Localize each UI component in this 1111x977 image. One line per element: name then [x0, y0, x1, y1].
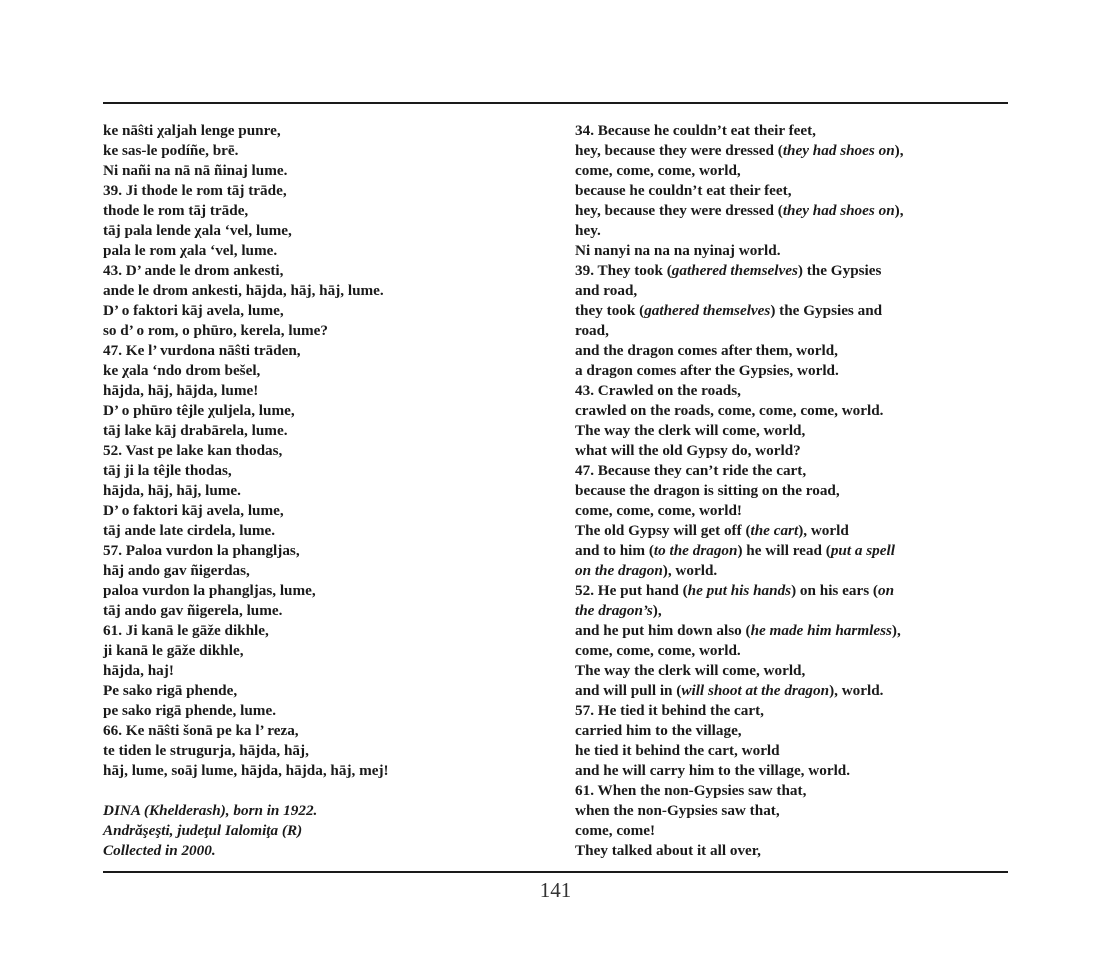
line-text: when the non-Gypsies saw that, [575, 802, 780, 819]
line-text: ), [891, 622, 901, 639]
verse-line: ji kanā le gāže dikhle, [103, 642, 244, 659]
line-text: they took ( [575, 302, 645, 319]
translation-line [575, 681, 1015, 701]
verse-line: tāj ande late cirdela, lume. [103, 522, 276, 539]
translation-line [575, 221, 1015, 241]
line-text: hey. [575, 222, 601, 239]
bottom-rule [103, 871, 1008, 873]
top-rule [103, 102, 1008, 104]
line-text: and he put him down also ( [575, 622, 751, 639]
line-text: ), [894, 142, 904, 159]
gloss-text: he put his hands [687, 582, 792, 599]
line-text: and road, [575, 282, 638, 299]
translation-line [575, 181, 1015, 201]
line-text: 57. He tied it behind the cart, [575, 702, 764, 719]
verse-line: 52. Vast pe lake kan thodas, [103, 442, 283, 459]
verse-line: thode le rom tāj trāde, [103, 202, 249, 219]
verse-line: ke sas-le podíñe, brē. [103, 142, 239, 159]
line-text: and will pull in ( [575, 682, 682, 699]
verse-line: hājda, hāj, hāj, lume. [103, 482, 241, 499]
verse-line: tāj lake kāj drabārela, lume. [103, 422, 288, 439]
verse-line: ke nāŝti χaljah lenge punre, [103, 122, 281, 139]
gloss-text: on the dragon [575, 562, 663, 579]
verse-line: tāj ando gav ñigerela, lume. [103, 602, 283, 619]
verse-line: D’ o faktori kāj avela, lume, [103, 502, 284, 519]
line-text: ) he will read ( [737, 542, 831, 559]
translation-line [575, 621, 1015, 641]
line-text: ), [652, 602, 662, 619]
translation-line [575, 841, 1015, 861]
line-text: ), world. [662, 562, 718, 579]
page-number: 141 [539, 878, 572, 902]
verse-line: 61. Ji kanā le gāže dikhle, [103, 622, 269, 639]
verse-line: 66. Ke nāŝti šonā pe ka l’ reza, [103, 722, 299, 739]
verse-line: paloa vurdon la phangljas, lume, [103, 582, 316, 599]
line-text: 43. Crawled on the roads, [575, 382, 741, 399]
translation-line [575, 661, 1015, 681]
gloss-text: they had shoes on [782, 202, 895, 219]
line-text: The way the clerk will come, world, [575, 662, 806, 679]
line-text: because the dragon is sitting on the road, [575, 482, 840, 499]
translation-line [575, 321, 1015, 341]
translation-line [575, 121, 1015, 141]
verse-line: Ni nañi na nā nā ñinaj lume. [103, 162, 288, 179]
translation-line [575, 141, 1015, 161]
verse-line: 39. Ji thode le rom tāj trāde, [103, 182, 287, 199]
translation-line [575, 301, 1015, 321]
gloss-text: on [877, 582, 895, 599]
line-text: and the dragon comes after them, world, [575, 342, 838, 359]
translation-line [575, 821, 1015, 841]
line-text: hey, because they were dressed ( [575, 142, 783, 159]
line-text: ), world [798, 522, 849, 539]
translation-line [575, 441, 1015, 461]
translation-line [575, 721, 1015, 741]
gloss-text: the cart [750, 522, 799, 539]
translation-line [575, 461, 1015, 481]
spacer [103, 781, 543, 801]
translation-line [575, 261, 1015, 281]
translation-line [575, 701, 1015, 721]
verse-line: tāj pala lende χala ‘vel, lume, [103, 222, 292, 239]
source-note: DINA (Khelderash), born in 1922. [103, 802, 318, 819]
line-text: ) the Gypsies and [770, 302, 883, 319]
line-text: and he will carry him to the village, world. [575, 762, 851, 779]
line-text: what will the old Gypsy do, world? [575, 442, 801, 459]
line-text: crawled on the roads, come, come, come, world. [575, 402, 884, 419]
line-text: Ni nanyi na na na nyinaj world. [575, 242, 781, 259]
line-text: The way the clerk will come, world, [575, 422, 806, 439]
gloss-text: they had shoes on [782, 142, 895, 159]
source-note: Collected in 2000. [103, 842, 216, 859]
line-text: 52. He put hand ( [575, 582, 688, 599]
translation-line [575, 381, 1015, 401]
gloss-text: gathered themselves [671, 262, 798, 279]
line-text: come, come, come, world! [575, 502, 742, 519]
line-text: and to him ( [575, 542, 654, 559]
gloss-text: he made him harmless [750, 622, 892, 639]
verse-line: tāj ji la têjle thodas, [103, 462, 232, 479]
verse-line: D’ o phūro têjle χuljela, lume, [103, 402, 295, 419]
english-translation-column [575, 121, 1015, 861]
translation-line [575, 541, 1015, 561]
translation-line [575, 361, 1015, 381]
translation-line [575, 201, 1015, 221]
translation-line [575, 161, 1015, 181]
verse-line: hājda, haj! [103, 662, 174, 679]
line-text: 34. Because he couldn’t eat their feet, [575, 122, 816, 139]
line-text: ), [894, 202, 904, 219]
verse-line: so d’ o rom, o phūro, kerela, lume? [103, 322, 329, 339]
translation-line [575, 741, 1015, 761]
source-note: Andrăşeşti, judeţul Ialomiţa (R) [103, 822, 303, 839]
verse-line: 43. D’ ande le drom ankesti, [103, 262, 284, 279]
line-text: They talked about it all over, [575, 842, 761, 859]
line-text: come, come, come, world. [575, 642, 741, 659]
translation-line [575, 781, 1015, 801]
verse-line: pala le rom χala ‘vel, lume. [103, 242, 278, 259]
translation-line [575, 401, 1015, 421]
line-text: ), world. [829, 682, 884, 699]
translation-line [575, 601, 1015, 621]
translation-line [575, 761, 1015, 781]
verse-line: hāj, lume, soāj lume, hājda, hājda, hāj, mej! [103, 762, 389, 779]
translation-line [575, 341, 1015, 361]
verse-line: Pe sako rigā phende, [103, 682, 238, 699]
line-text: 39. They took ( [575, 262, 672, 279]
gloss-text: put a spell [830, 542, 895, 559]
line-text: 47. Because they can’t ride the cart, [575, 462, 807, 479]
line-text: The old Gypsy will get off ( [575, 522, 751, 539]
verse-line: hāj ando gav ñigerdas, [103, 562, 250, 579]
translation-line [575, 561, 1015, 581]
line-text: come, come, come, world, [575, 162, 741, 179]
translation-line [575, 641, 1015, 661]
line-text: ) the Gypsies [797, 262, 882, 279]
translation-line [575, 481, 1015, 501]
verse-line: pe sako rigā phende, lume. [103, 702, 276, 719]
line-text: ) on his ears ( [791, 582, 878, 599]
line-text: hey, because they were dressed ( [575, 202, 783, 219]
line-text: carried him to the village, [575, 722, 742, 739]
line-text: 61. When the non-Gypsies saw that, [575, 782, 807, 799]
translation-line [575, 421, 1015, 441]
line-text: he tied it behind the cart, world [575, 742, 780, 759]
romani-text-column [103, 121, 543, 861]
gloss-text: will shoot at the dragon [681, 682, 830, 699]
verse-line: te tiden le strugurja, hājda, hāj, [103, 742, 309, 759]
verse-line: hājda, hāj, hājda, lume! [103, 382, 259, 399]
translation-line [575, 501, 1015, 521]
verse-line: 57. Paloa vurdon la phangljas, [103, 542, 300, 559]
line-text: because he couldn’t eat their feet, [575, 182, 792, 199]
translation-line [575, 801, 1015, 821]
gloss-text: the dragon’s [575, 602, 653, 619]
translation-line [575, 281, 1015, 301]
verse-line: D’ o faktori kāj avela, lume, [103, 302, 284, 319]
line-text: a dragon comes after the Gypsies, world. [575, 362, 839, 379]
line-text: come, come! [575, 822, 656, 839]
gloss-text: to the dragon [653, 542, 738, 559]
gloss-text: gathered themselves [644, 302, 771, 319]
translation-line [575, 581, 1015, 601]
translation-line [575, 521, 1015, 541]
verse-line: ke χala ‘ndo drom bešel, [103, 362, 261, 379]
verse-line: 47. Ke l’ vurdona nāŝti trāden, [103, 342, 301, 359]
line-text: road, [575, 322, 609, 339]
translation-line [575, 241, 1015, 261]
verse-line: ande le drom ankesti, hājda, hāj, hāj, lume. [103, 282, 384, 299]
